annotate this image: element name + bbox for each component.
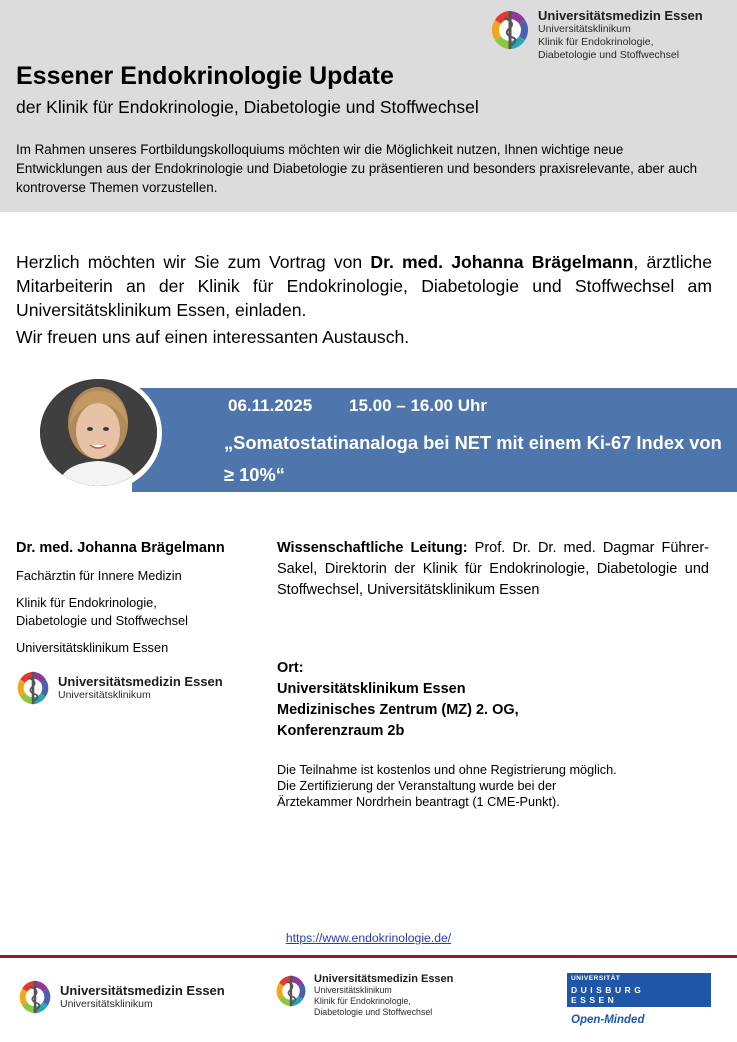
footer-logo-clinic (275, 973, 453, 1018)
speaker-photo (40, 379, 157, 486)
logo-line: Universitätsklinikum (538, 23, 631, 35)
speaker-clinic: Klinik für Endokrinologie, Diabetologie und Stoffwechsel (16, 595, 188, 628)
logo-brand: Universitätsmedizin Essen (538, 8, 703, 23)
logo-line: Universitätsklinikum (60, 998, 153, 1010)
logo-line: Universitätsklinikum (314, 985, 392, 995)
page-subtitle: der Klinik für Endokrinologie, Diabetologie und Stoffwechsel (16, 97, 479, 117)
ude-tagline: Open-Minded (571, 1014, 645, 1026)
ude-line: UNIVERSITÄT (571, 975, 621, 982)
invitation-suffix: , ärztliche Mitarbeiterin an der Klinik für Endokrinologie, Diabetologie und Stoffwechsel am Universitätsklinikum Essen, einladen. (16, 252, 712, 320)
footer-logo-umessen (18, 978, 225, 1016)
invitation-speaker: Dr. med. Johanna Brägelmann (370, 252, 634, 272)
scientific-lead (277, 538, 709, 601)
lead-label: Wissenschaftliche Leitung: (277, 540, 468, 556)
invitation-prefix: Herzlich möchten wir Sie zum Vortrag von (16, 252, 371, 272)
logo-brand: Universitätsmedizin Essen (60, 983, 225, 998)
speaker-role: Fachärztin für Innere Medizin (16, 568, 182, 583)
logo-line: Klinik für Endokrinologie, (314, 996, 411, 1006)
logo-brand: Universitätsmedizin Essen (314, 973, 454, 985)
ude-logo (567, 973, 711, 1007)
staff-of-asclepius-icon (16, 669, 50, 707)
logo-line: Klinik für Endokrinologie, (538, 36, 654, 48)
page-title: Essener Endokrinologie Update (16, 62, 394, 90)
location (277, 658, 519, 742)
logo-line: Diabetologie und Stoffwechsel (314, 1007, 433, 1017)
location-label: Ort: (277, 660, 304, 676)
speaker-name: Dr. med. Johanna Brägelmann (16, 540, 225, 556)
invitation-text (16, 250, 712, 322)
location-line: Universitätsklinikum Essen (277, 681, 466, 697)
footer-divider (0, 955, 737, 958)
logo-line: Diabetologie und Stoffwechsel (538, 49, 680, 61)
ude-line: DUISBURG (571, 985, 645, 995)
header-panel (0, 0, 737, 212)
event-time: 15.00 – 16.00 Uhr (349, 396, 487, 415)
staff-of-asclepius-icon (490, 8, 530, 52)
lead-text: Prof. Dr. Dr. med. Dagmar Führer-Sakel, Direktorin der Klinik für Endokrinologie, Diabetologie und Stoffwechsel, Universitätsklinikum Essen (277, 540, 709, 598)
header-logo (490, 8, 703, 62)
location-line: Konferenzraum 2b (277, 723, 405, 739)
note-line: Die Zertifizierung der Veranstaltung wurde bei der (277, 779, 557, 793)
participation-note (277, 762, 617, 810)
intro-text: Im Rahmen unseres Fortbildungskolloquiums möchten wir die Möglichkeit nutzen, Ihnen wichtige neue Entwicklungen aus der Endokrinologie und Diabetologie zu präsentieren und besonders praxisrelevante, aber auch kontroverse Themen vorzustellen. (16, 142, 698, 195)
speaker-info (16, 538, 256, 707)
staff-of-asclepius-icon (275, 973, 307, 1009)
logo-line: Universitätsklinikum (58, 689, 151, 701)
staff-of-asclepius-icon (18, 978, 52, 1016)
event-date: 06.11.2025 (228, 396, 313, 415)
event-title: „Somatostatinanaloga bei NET mit einem Ki-67 Index von ≥ 10%“ (224, 432, 722, 485)
invitation-closing: Wir freuen uns auf einen interessanten Austausch. (16, 327, 410, 347)
logo-brand: Universitätsmedizin Essen (58, 674, 223, 689)
website-link[interactable]: https://www.endokrinologie.de/ (285, 931, 452, 945)
speaker-logo (16, 669, 256, 707)
speaker-hospital: Universitätsklinikum Essen (16, 640, 169, 655)
note-line: Die Teilnahme ist kostenlos und ohne Registrierung möglich. (277, 763, 617, 777)
location-line: Medizinisches Zentrum (MZ) 2. OG, (277, 702, 519, 718)
ude-line: ESSEN (571, 995, 618, 1005)
note-line: Ärztekammer Nordrhein beantragt (1 CME-Punkt). (277, 795, 560, 809)
